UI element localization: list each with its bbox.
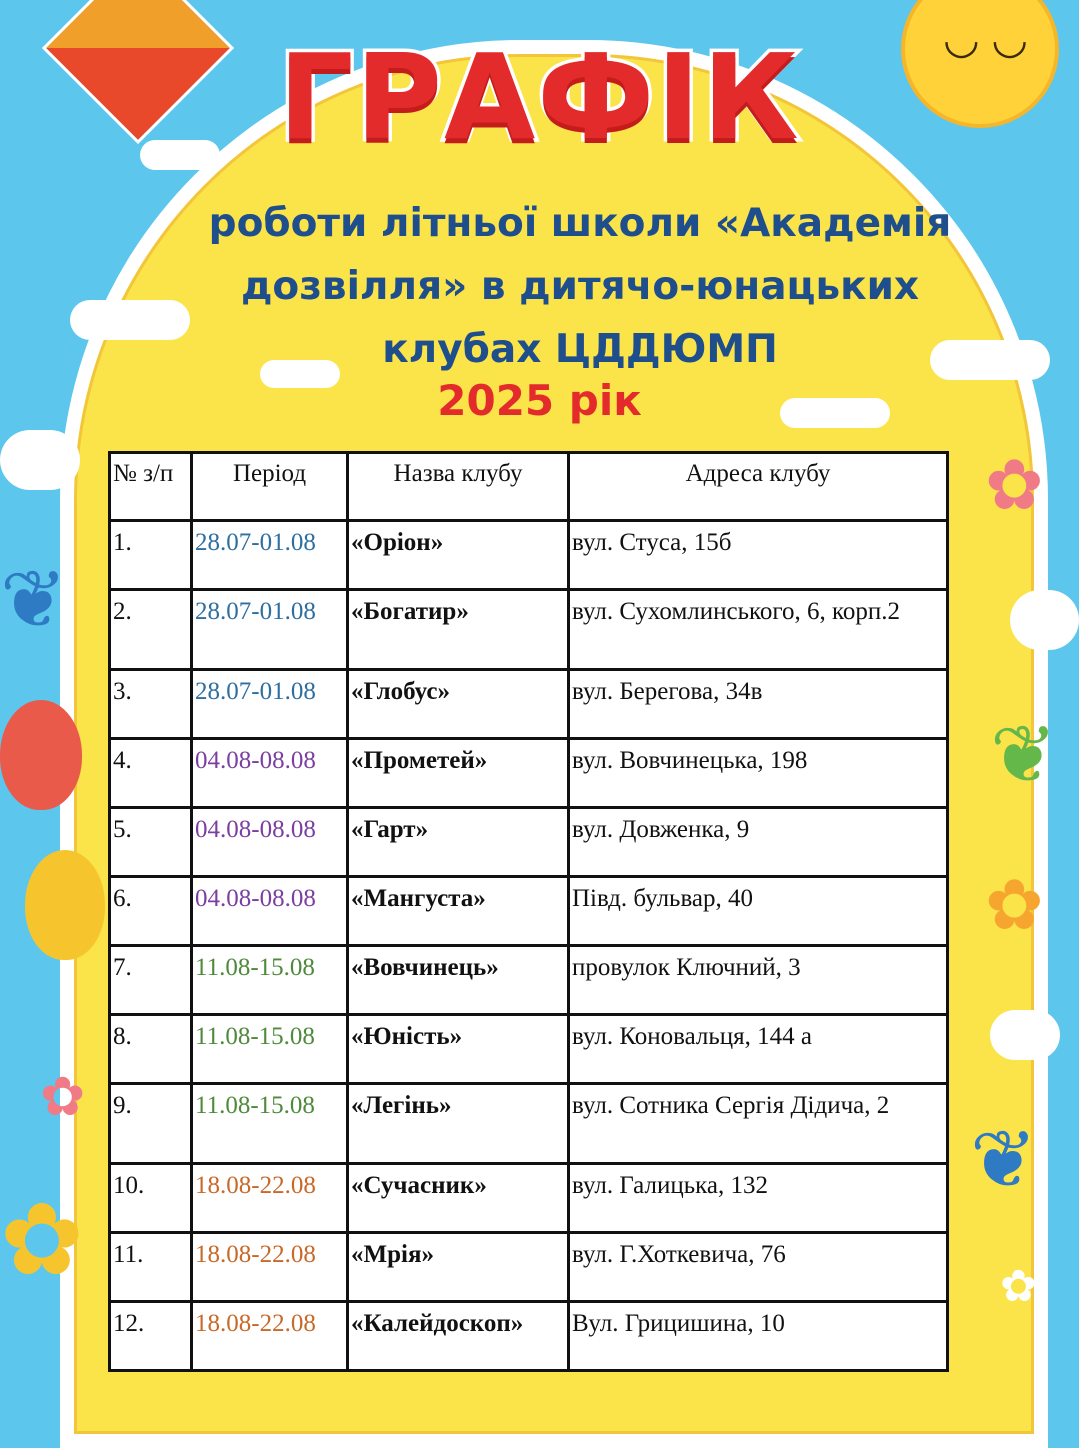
row-address: вул. Галицька, 132: [569, 1164, 948, 1233]
row-club-name: «Юність»: [348, 1015, 569, 1084]
table-row: [110, 877, 948, 946]
balloon-icon: [0, 700, 82, 810]
row-number: 1.: [110, 521, 192, 590]
flower-icon: ✿: [40, 1067, 86, 1127]
row-club-name: «Калейдоскоп»: [348, 1302, 569, 1371]
page-title: ГРАФІК: [278, 28, 801, 166]
subtitle: [160, 192, 1000, 381]
row-club-name: «Мрія»: [348, 1233, 569, 1302]
row-period: 04.08-08.08: [192, 877, 348, 946]
column-header-period: Період: [192, 453, 348, 521]
row-period: 04.08-08.08: [192, 739, 348, 808]
row-club-name: «Оріон»: [348, 521, 569, 590]
flower-icon: ✿: [1000, 1262, 1037, 1311]
row-period: 18.08-22.08: [192, 1233, 348, 1302]
year-label: 2025 рік: [437, 376, 642, 425]
column-header-address: Адреса клубу: [569, 453, 948, 521]
cloud-icon: [1010, 590, 1079, 650]
row-number: 9.: [110, 1084, 192, 1164]
row-period: 04.08-08.08: [192, 808, 348, 877]
leaf-icon: ❦: [970, 1115, 1038, 1204]
column-header-club-name: Назва клубу: [348, 453, 569, 521]
table-row: [110, 739, 948, 808]
row-club-name: «Богатир»: [348, 590, 569, 670]
row-club-name: «Вовчинець»: [348, 946, 569, 1015]
row-period: 18.08-22.08: [192, 1302, 348, 1371]
row-number: 4.: [110, 739, 192, 808]
table-row: [110, 808, 948, 877]
row-address: вул. Довженка, 9: [569, 808, 948, 877]
table-row: [110, 590, 948, 670]
row-club-name: «Сучасник»: [348, 1164, 569, 1233]
row-address: Вул. Грицишина, 10: [569, 1302, 948, 1371]
table-header-row: [110, 453, 948, 521]
schedule-table: [108, 451, 949, 1372]
row-number: 6.: [110, 877, 192, 946]
row-period: 18.08-22.08: [192, 1164, 348, 1233]
flower-icon: ✿: [985, 446, 1044, 524]
subtitle-line: клубах ЦДДЮМП: [382, 327, 778, 372]
row-period: 28.07-01.08: [192, 590, 348, 670]
row-club-name: «Прометей»: [348, 739, 569, 808]
table-row: [110, 1084, 948, 1164]
row-period: 11.08-15.08: [192, 1084, 348, 1164]
row-address: Півд. бульвар, 40: [569, 877, 948, 946]
row-number: 3.: [110, 670, 192, 739]
row-number: 10.: [110, 1164, 192, 1233]
table-row: [110, 1233, 948, 1302]
row-number: 7.: [110, 946, 192, 1015]
row-club-name: «Гарт»: [348, 808, 569, 877]
subtitle-line: дозвілля» в дитячо-юнацьких: [240, 264, 920, 309]
row-address: вул. Вовчинецька, 198: [569, 739, 948, 808]
table-row: [110, 670, 948, 739]
leaf-icon: ❦: [990, 710, 1058, 799]
row-address: вул. Сухомлинського, 6, корп.2: [569, 590, 948, 670]
row-number: 12.: [110, 1302, 192, 1371]
row-address: вул. Г.Хоткевича, 76: [569, 1233, 948, 1302]
table-row: [110, 1164, 948, 1233]
row-address: вул. Сотника Сергія Дідича, 2: [569, 1084, 948, 1164]
row-address: вул. Стуса, 15б: [569, 521, 948, 590]
column-header-number: № з/п: [110, 453, 192, 521]
flower-icon: ✿: [985, 866, 1044, 944]
cloud-icon: [0, 430, 80, 490]
row-address: вул. Коновальця, 144 а: [569, 1015, 948, 1084]
row-club-name: «Легінь»: [348, 1084, 569, 1164]
table-row: [110, 521, 948, 590]
balloon-icon: [25, 850, 105, 960]
row-address: провулок Ключний, 3: [569, 946, 948, 1015]
row-number: 5.: [110, 808, 192, 877]
subtitle-line: роботи літньої школи «Академія: [208, 201, 952, 246]
cloud-icon: [990, 1010, 1060, 1060]
row-club-name: «Глобус»: [348, 670, 569, 739]
row-number: 11.: [110, 1233, 192, 1302]
row-address: вул. Берегова, 34в: [569, 670, 948, 739]
row-period: 28.07-01.08: [192, 521, 348, 590]
leaf-icon: ❦: [0, 555, 68, 644]
sun-icon: ◡ ◡: [901, 0, 1059, 128]
table-row: [110, 1302, 948, 1371]
row-club-name: «Мангуста»: [348, 877, 569, 946]
row-period: 11.08-15.08: [192, 1015, 348, 1084]
flower-icon: ✿: [0, 1184, 84, 1296]
row-number: 2.: [110, 590, 192, 670]
row-number: 8.: [110, 1015, 192, 1084]
row-period: 28.07-01.08: [192, 670, 348, 739]
table-row: [110, 946, 948, 1015]
row-period: 11.08-15.08: [192, 946, 348, 1015]
table-row: [110, 1015, 948, 1084]
